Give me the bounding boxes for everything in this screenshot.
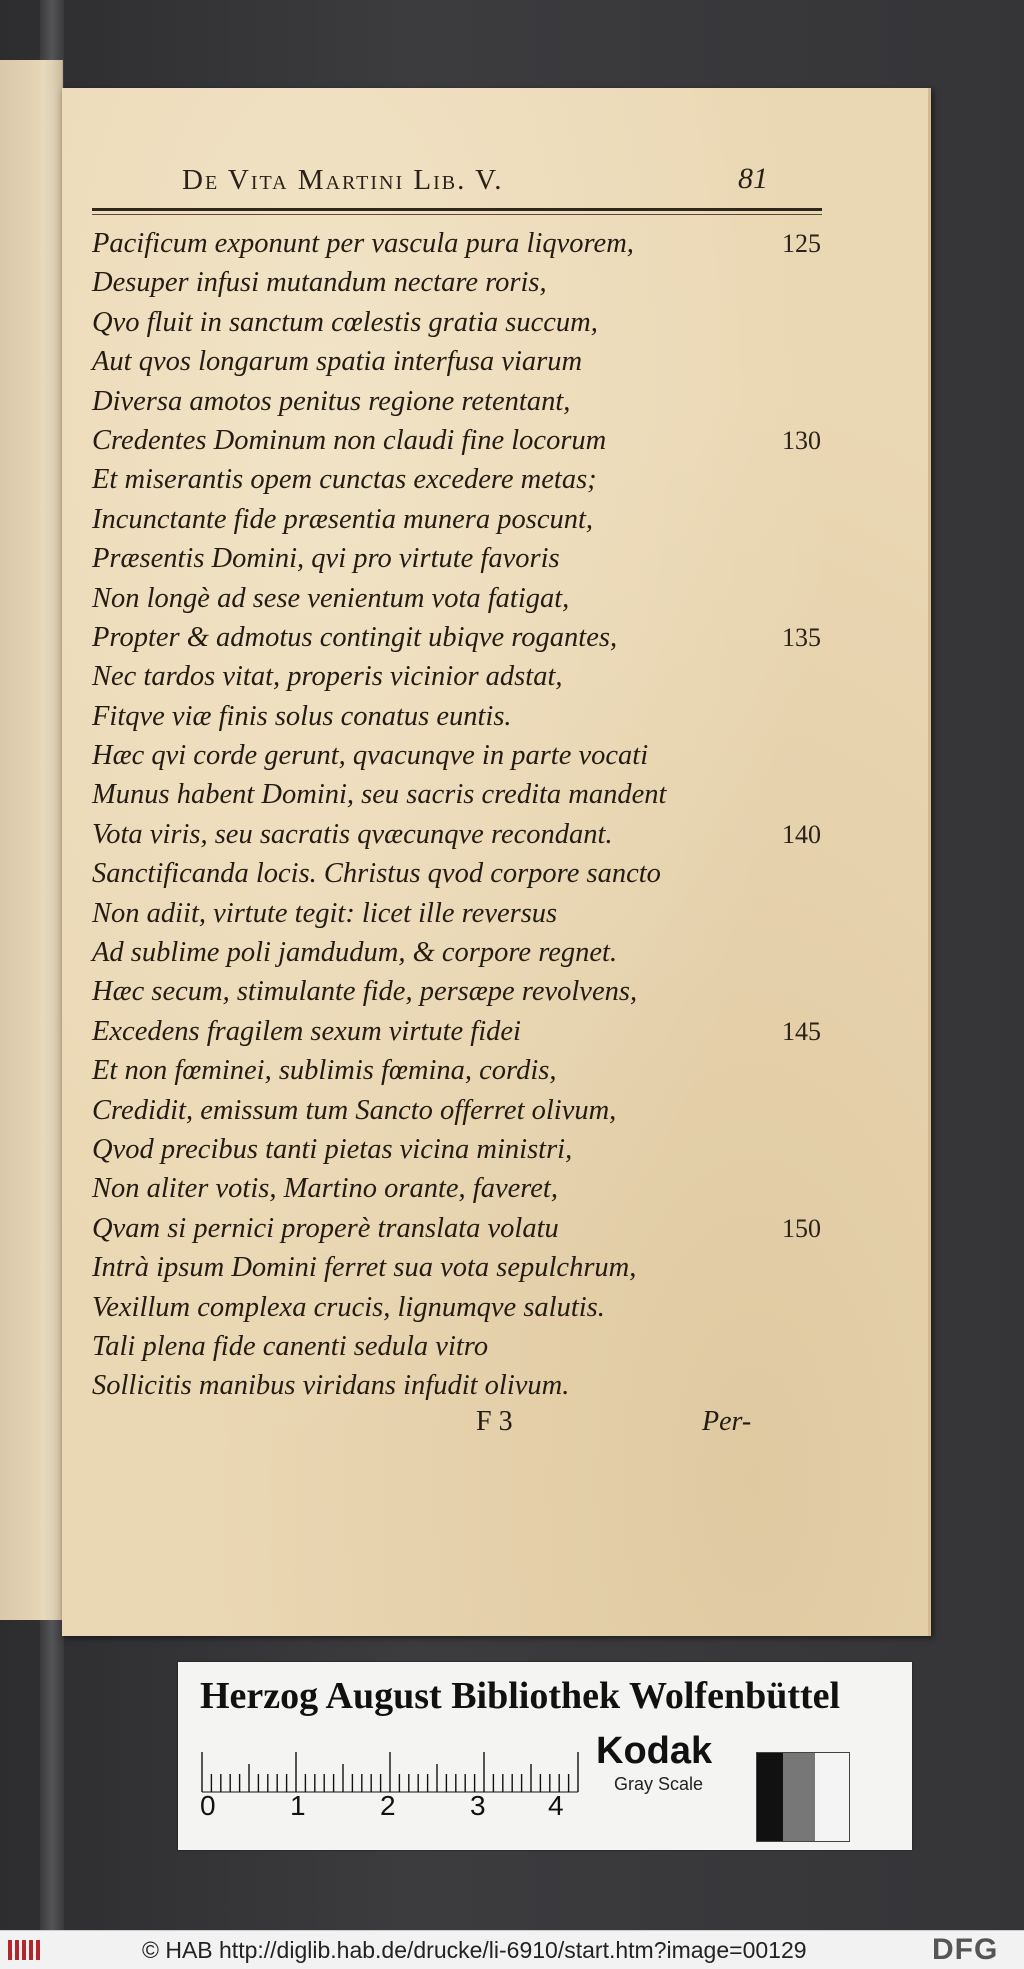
verse-text: Qvam si pernici properè translata volatu [92,1212,559,1244]
verse-text: Tali plena fide canenti sedula vitro [92,1330,489,1362]
verse-line [92,1288,852,1327]
verse-line [92,303,852,342]
line-number: 145 [782,1016,821,1046]
signature-mark: F 3 [476,1406,513,1437]
ruler-label-4: 4 [548,1790,564,1821]
verse-text: Nec tardos vitat, properis vicinior adstat, [92,661,563,693]
scan-holder-strip [40,0,64,1930]
gray-swatches [756,1752,850,1842]
verse-line [92,933,852,972]
verse-line [92,1209,852,1248]
ruler-label-1: 1 [290,1790,306,1821]
verse-text: Diversa amotos penitus regione retentant, [92,385,571,417]
verse-text: Sanctificanda locis. Christus qvod corpore sancto [92,858,661,890]
verse-text: Hæc secum, stimulante fide, persæpe revolvens, [92,976,638,1008]
verse-text: Et miserantis opem cunctas excedere metas; [92,464,597,496]
verse-text: Credidit, emissum tum Sancto offerret olivum, [92,1094,617,1126]
verse-text: Qvod precibus tanti pietas vicina ministri, [92,1133,573,1165]
verse-text: Incunctante fide præsentia munera poscunt, [92,503,594,535]
source-link[interactable]: © HAB http://diglib.hab.de/drucke/li-6910/start.htm?image=00129 [142,1937,807,1963]
verse-text: Propter & admotus contingit ubiqve rogantes, [92,621,618,653]
library-name: Herzog August Bibliothek Wolfenbüttel [200,1675,841,1717]
verse-text: Fitqve viæ finis solus conatus euntis. [92,700,512,732]
ruler-label-2: 2 [380,1790,396,1821]
swatch-black [757,1753,783,1841]
hab-logo-icon [6,1937,46,1963]
verse-line [92,1051,852,1090]
verse-text: Non longè ad sese venientum vota fatigat, [92,582,570,614]
verse-line [92,263,852,302]
verse-line [92,1327,852,1366]
verse-line [92,224,852,263]
verse-text: Et non fœminei, sublimis fœmina, cordis, [92,1055,557,1087]
verse-line [92,460,852,499]
dfg-logo: DFG [932,1933,999,1966]
verse-line [92,1012,852,1051]
verse-text: Vexillum complexa crucis, lignumqve salutis. [92,1291,605,1323]
kodak-logo: Kodak [596,1730,713,1772]
verse-text: Vota viris, seu sacratis qvæcunqve recondant. [92,818,613,850]
verse-text: Credentes Dominum non claudi fine locorum [92,424,607,456]
folio-number: 81 [738,162,768,195]
head-rule [92,208,822,211]
verse-text: Qvo fluit in sanctum cœlestis gratia succum, [92,306,598,338]
book-page [62,88,931,1636]
verse-line [92,854,852,893]
verse-text: Munus habent Domini, seu sacris credita mandent [92,779,667,811]
line-number: 125 [782,229,821,258]
line-number: 150 [782,1213,821,1243]
verse-text: Præsentis Domini, qvi pro virtute favoris [92,543,560,575]
line-number: 135 [782,622,821,652]
verse-line [92,342,852,381]
verse-line [92,894,852,933]
line-number: 140 [782,819,821,849]
verse-line [92,618,852,657]
verse-text: Sollicitis manibus viridans infudit olivum. [92,1370,570,1402]
verse-line [92,972,852,1011]
ruler-label-3: 3 [470,1790,486,1821]
colour-reference-card [178,1662,912,1850]
verse-line [92,736,852,775]
catchword: Per- [702,1406,752,1437]
verse-line [92,421,852,460]
head-rule-thin [92,214,822,215]
ruler-label-0: 0 [200,1790,216,1821]
verse-line [92,657,852,696]
verse-text: Desuper infusi mutandum nectare roris, [92,267,547,299]
verse-text: Pacificum exponunt per vascula pura liqvorem, [92,228,634,259]
scale-ruler [200,1732,580,1794]
footer-bar [0,1930,1024,1969]
verse-line [92,697,852,736]
verse-line [92,1248,852,1287]
verse-line [92,775,852,814]
verse-line [92,382,852,421]
verse-line [92,500,852,539]
verse-block [92,224,852,1406]
swatch-white [815,1753,849,1841]
line-number: 130 [782,425,821,455]
swatch-mid-gray [783,1753,815,1841]
running-head: De Vita Martini Lib. V. [182,164,504,196]
verse-text: Non adiit, virtute tegit: licet ille reversus [92,897,558,929]
verse-text: Excedens fragilem sexum virtute fidei [92,1015,521,1047]
verse-line [92,815,852,854]
verse-text: Aut qvos longarum spatia interfusa viarum [92,346,583,378]
gray-scale-label: Gray Scale [614,1774,704,1794]
verse-line [92,1130,852,1169]
verse-text: Non aliter votis, Martino orante, faveret, [92,1173,558,1205]
verse-line [92,1091,852,1130]
verse-text: Intrà ipsum Domini ferret sua vota sepulchrum, [92,1252,637,1284]
verse-text: Hæc qvi corde gerunt, qvacunqve in parte vocati [92,740,649,772]
verse-line [92,1366,852,1405]
verse-line [92,539,852,578]
verse-text: Ad sublime poli jamdudum, & corpore regnet. [92,937,618,969]
verse-line [92,579,852,618]
verse-line [92,1169,852,1208]
